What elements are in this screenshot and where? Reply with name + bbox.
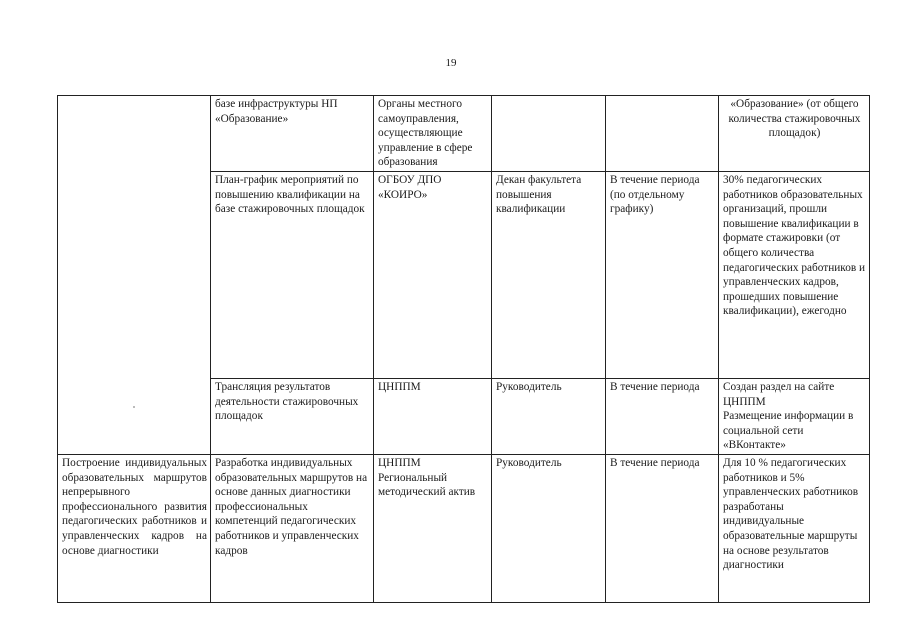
table-cell-responsible: Декан факультета повышения квалификации [492, 171, 606, 378]
scan-speck [133, 406, 135, 408]
table-cell-responsible [492, 96, 606, 172]
table-cell-deadline: В течение периода [606, 454, 719, 602]
table-cell-executor: Органы местного самоуправления, осуществляющие управление в сфере образования [374, 96, 492, 172]
table-row [58, 454, 870, 602]
table-cell-result: Для 10 % педагогических работников и 5% управленческих работников разработаны индивидуальные образовательные маршруты на основе результатов диагностики [719, 454, 870, 602]
table-cell-action: План-график мероприятий по повышению квалификации на базе стажировочных площадок [211, 171, 374, 378]
table-cell-result: Создан раздел на сайте ЦНППМ Размещение информации в социальной сети «ВКонтакте» [719, 378, 870, 454]
table-cell-deadline: В течение периода (по отдельному графику) [606, 171, 719, 378]
table-cell-deadline: В течение периода [606, 378, 719, 454]
plan-table [57, 95, 870, 603]
table-cell-activity: Построение индивидуальных образовательных маршрутов непрерывного профессионального развития педагогических работников и управленческих кадров на основе диагностики [58, 454, 211, 602]
table-cell-result: 30% педагогических работников образовательных организаций, прошли повышение квалификации в формате стажировки (от общего количества педагогических работников и управленческих кадров, прошедших повышение квалификации), ежегодно [719, 171, 870, 378]
table-row [58, 96, 870, 172]
table-cell-executor: ОГБОУ ДПО «КОИРО» [374, 171, 492, 378]
table-cell-action: базе инфраструктуры НП «Образование» [211, 96, 374, 172]
table-cell-result: «Образование» (от общего количества стажировочных площадок) [719, 96, 870, 172]
page-number: 19 [445, 57, 457, 69]
table-cell-responsible: Руководитель [492, 378, 606, 454]
table-cell-action: Трансляция результатов деятельности стажировочных площадок [211, 378, 374, 454]
table-cell-action: Разработка индивидуальных образовательных маршрутов на основе данных диагностики профессиональных компетенций педагогических работников и управленческих кадров [211, 454, 374, 602]
table-cell-executor: ЦНППМ [374, 378, 492, 454]
table-cell-deadline [606, 96, 719, 172]
table-cell-executor: ЦНППМ Региональный методический актив [374, 454, 492, 602]
table-cell-responsible: Руководитель [492, 454, 606, 602]
table-cell-activity [58, 96, 211, 455]
